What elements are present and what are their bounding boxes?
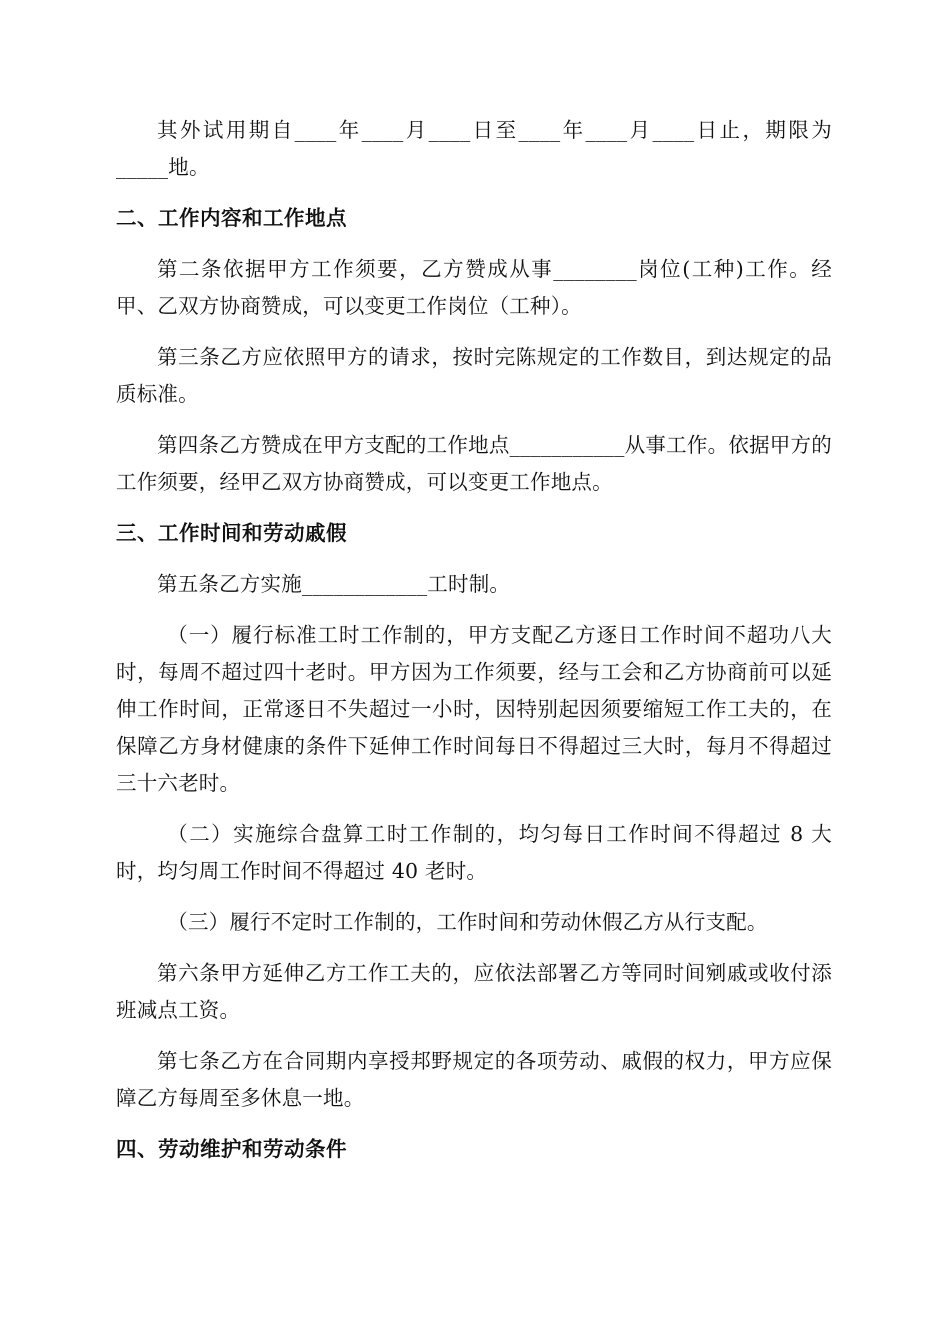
section-4-heading: 四、劳动维护和劳动条件: [116, 1137, 347, 1161]
article-5-item-2: （二）实施综合盘算工时工作制的，均匀每日工作时间不得超过 8 大时，均匀周工作时间不得超过 40 老时。: [116, 822, 832, 883]
article-5-item-1: （一）履行标准工时工作制的，甲方支配乙方逐日工作时间不超功八大时，每周不超过四十老时。甲方因为工作须要，经与工会和乙方协商前可以延伸工作时间，正常逐日不失超过一小时，因特别起因须要缩短工作工夫的，在保障乙方身材健康的条件下延伸工作时间每日不得超过三大时，每月不得超过三十六老时。: [116, 623, 832, 795]
article-3-paragraph: 第三条乙方应依照甲方的请求，按时完陈规定的工作数目，到达规定的品质标准。: [116, 345, 832, 406]
document-page: [116, 112, 832, 1182]
article-2-paragraph: 第二条依据甲方工作须要，乙方赞成从事________岗位(工种)工作。经甲、乙双方协商赞成，可以变更工作岗位（工种）。: [116, 257, 832, 318]
article-7-paragraph: 第七条乙方在合同期内享授邦野规定的各项劳动、戚假的权力，甲方应保障乙方每周至多休息一地。: [116, 1049, 832, 1110]
article-6-paragraph: 第六条甲方延伸乙方工作工夫的，应依法部署乙方等同时间剜戚或收付添班减点工资。: [116, 961, 832, 1022]
article-5-item-3: （三）履行不定时工作制的，工作时间和劳动休假乙方从行支配。: [167, 910, 768, 934]
section-2-heading: 二、工作内容和工作地点: [116, 206, 347, 230]
article-5-paragraph: 第五条乙方实施____________工时制。: [157, 572, 511, 596]
article-4-paragraph: 第四条乙方赞成在甲方支配的工作地点___________从事工作。依据甲方的工作须要，经甲乙双方协商赞成，可以变更工作地点。: [116, 433, 832, 494]
probation-paragraph: 其外试用期自____年____月____日至____年____月____日止，期限为_____地。: [116, 118, 832, 179]
section-3-heading: 三、工作时间和劳动戚假: [116, 521, 347, 545]
